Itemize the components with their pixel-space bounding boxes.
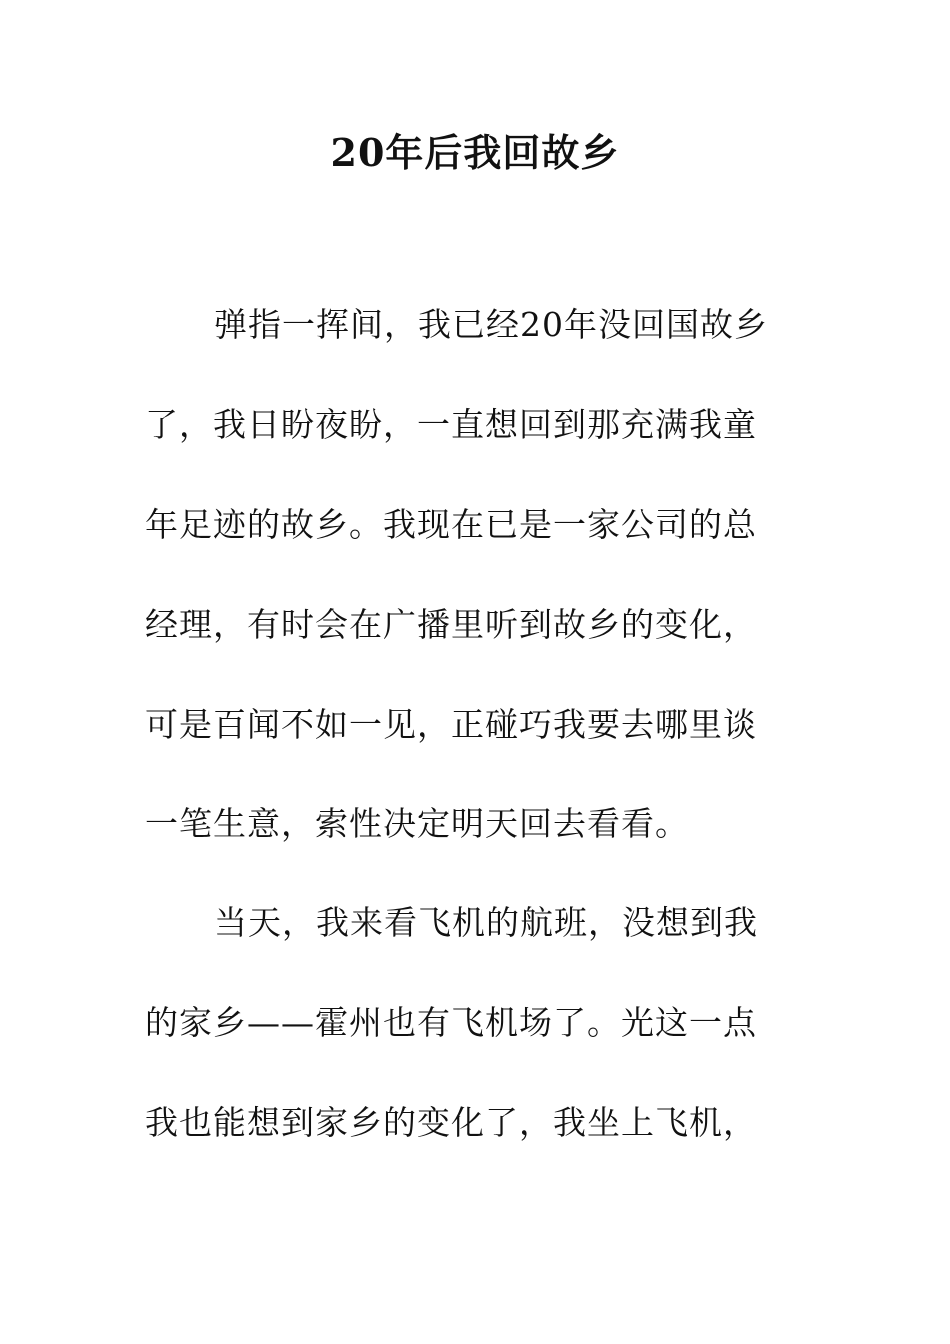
paragraph-2-line-2: 的家乡——霍州也有飞机场了。光这一点 bbox=[145, 1003, 757, 1042]
paragraph-1-line-4: 经理，有时会在广播里听到故乡的变化， bbox=[145, 605, 757, 644]
paragraph-2-line-3: 我也能想到家乡的变化了，我坐上飞机， bbox=[145, 1103, 757, 1142]
paragraph-2-line-1: 当天，我来看飞机的航班，没想到我 bbox=[214, 903, 758, 942]
paragraph-1-line-1: 弹指一挥间，我已经20年没回国故乡 bbox=[214, 305, 768, 344]
paragraph-1-line-5: 可是百闻不如一见，正碰巧我要去哪里谈 bbox=[145, 705, 757, 744]
paragraph-1-line-3: 年足迹的故乡。我现在已是一家公司的总 bbox=[145, 505, 757, 544]
document-title: 20年后我回故乡 bbox=[330, 130, 620, 175]
paragraph-1-line-2: 了，我日盼夜盼，一直想回到那充满我童 bbox=[145, 405, 757, 444]
paragraph-1-line-6: 一笔生意，索性决定明天回去看看。 bbox=[145, 804, 689, 843]
